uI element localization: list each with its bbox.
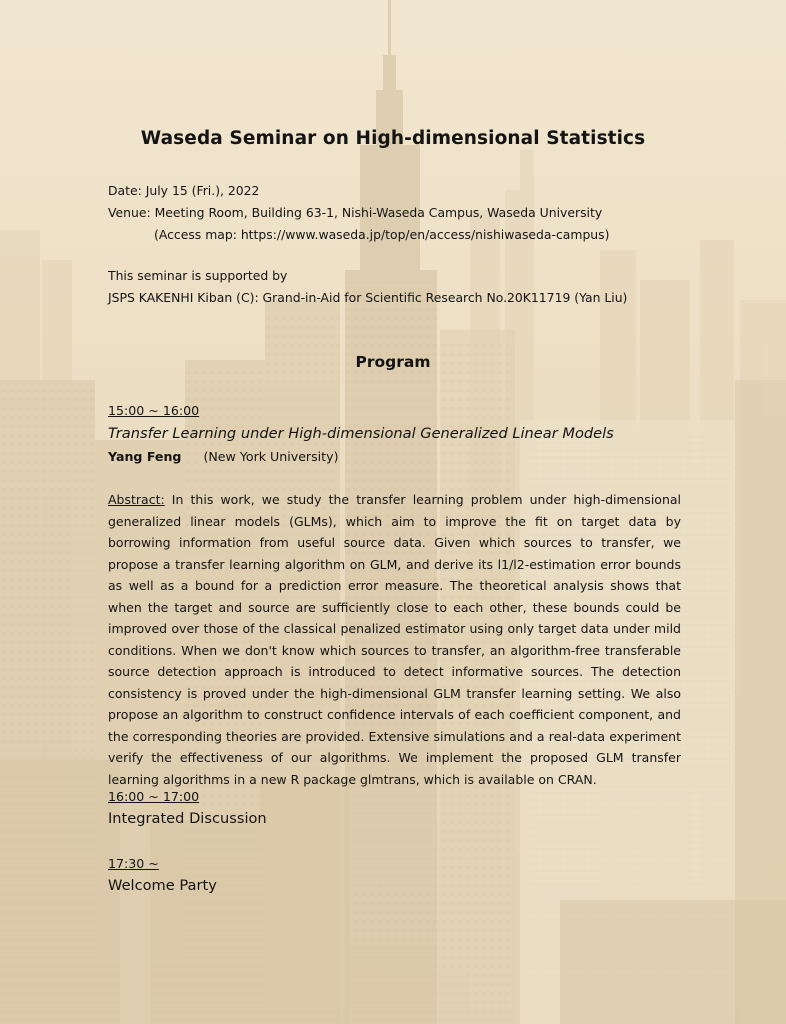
speaker-line — [108, 449, 338, 465]
support-grant: JSPS KAKENHI Kiban (C): Grand-in-Aid for Scientific Research No.20K11719 (Yan Liu) — [108, 290, 628, 305]
talk-time: 15:00 ~ 16:00 — [108, 403, 200, 418]
program-heading: Program — [355, 353, 431, 371]
date-line: Date: July 15 (Fri.), 2022 — [108, 183, 260, 198]
page-title: Waseda Seminar on High-dimensional Statistics — [140, 128, 646, 149]
access-map-line: (Access map: https://www.waseda.jp/top/en/access/nishiwaseda-campus) — [154, 227, 610, 242]
support-intro: This seminar is supported by — [108, 268, 288, 283]
session-label-discussion: Integrated Discussion — [108, 810, 267, 827]
speaker-name: Yang Feng — [108, 449, 182, 464]
speaker-affiliation: (New York University) — [203, 449, 339, 464]
abstract — [108, 489, 681, 790]
abstract-label: Abstract: — [108, 492, 165, 507]
session-label-party: Welcome Party — [108, 877, 217, 894]
abstract-text: In this work, we study the transfer learning problem under high-dimensional generalized linear models (GLMs), which aim to improve the fit on target data by borrowing information from useful source data. Given which sources to transfer, we propose a transfer learning algorithm on GLM, and derive its l1/l2-estimation error bounds as well as a bound for a prediction error measure. The theoretical analysis shows that when the target and source are sufficiently close to each other, these bounds could be improved over those of the classical penalized estimator using only target data under mild conditions. When we don't know which sources to transfer, an algorithm-free transferable source detection approach is introduced to detect informative sources. The detection consistency is proved under the high-dimensional GLM transfer learning setting. We also propose an algorithm to construct confidence intervals of each coefficient component, and the corresponding theories are provided. Extensive simulations and a real-data experiment verify the effectiveness of our algorithms. We implement the proposed GLM transfer learning algorithms in a new R package glmtrans, which is available on CRAN. — [108, 492, 681, 787]
venue-line: Venue: Meeting Room, Building 63-1, Nishi-Waseda Campus, Waseda University — [108, 205, 603, 220]
session-time-party: 17:30 ~ — [108, 856, 159, 871]
session-time-discussion: 16:00 ~ 17:00 — [108, 789, 200, 804]
talk-title: Transfer Learning under High-dimensional Generalized Linear Models — [108, 425, 614, 442]
